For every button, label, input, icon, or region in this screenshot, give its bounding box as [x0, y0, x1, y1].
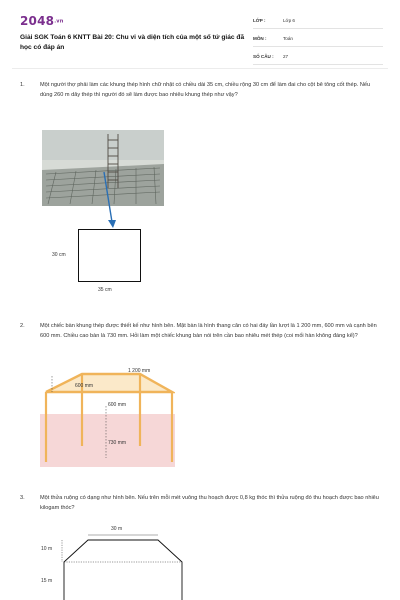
meta-key: SỐ CÂU :	[253, 54, 274, 59]
question-2	[20, 321, 380, 353]
logo-suffix: .vn	[54, 18, 64, 25]
height-label: 30 cm	[52, 252, 66, 258]
side-length-label: 600 mm	[108, 402, 127, 408]
pointer-arrow	[100, 170, 120, 230]
header-divider	[12, 68, 388, 69]
width-label: 35 cm	[98, 287, 112, 293]
top-length-label: 1 200 mm	[128, 368, 151, 374]
meta-row-subject	[253, 32, 383, 47]
question-number: 1.	[20, 82, 25, 88]
meta-value: 27	[283, 54, 289, 59]
meta-value: Lớp 6	[283, 18, 295, 23]
meta-row-grade	[253, 14, 383, 29]
table-height-label: 730 mm	[108, 440, 127, 446]
field-top-label: 30 m	[111, 526, 123, 532]
meta-panel	[253, 14, 383, 68]
meta-key: MÔN :	[253, 36, 267, 41]
meta-value: Toán	[283, 36, 293, 41]
field-shape-drawing	[54, 530, 184, 600]
field-lower-height-label: 15 m	[41, 578, 53, 584]
field-upper-height-label: 10 m	[41, 546, 53, 552]
question-3	[20, 493, 380, 515]
question-number: 2.	[20, 323, 25, 329]
site-logo[interactable]	[20, 14, 64, 28]
rice-field-figure	[54, 530, 184, 600]
logo-main: 2048	[20, 14, 55, 28]
question-text: Một người thợ phải làm các khung thép hình chữ nhật có chiều dài 35 cm, chiều rộng 30 cm để làm đai cho cột bê tông cốt thép. Nếu dùng 260 m dây thép thì người đó sẽ làm được bao nhiêu khung thép như vậy?	[40, 82, 371, 98]
question-text: Một chiếc bàn khung thép được thiết kế như hình bên. Mặt bàn là hình thang cân có hai đáy lần lượt là 1 200 mm, 600 mm và cạnh bên 600 mm. Chiều cao bàn là 730 mm. Hỏi làm một chiếc khung bàn nói trên cần bao nhiêu mét thép (coi mối hàn không đáng kể)?	[40, 323, 377, 339]
steel-table-figure	[40, 362, 175, 467]
document-title: Giải SGK Toán 6 KNTT Bài 20: Chu vi và diện tích của một số tứ giác đã học có đáp án	[20, 34, 245, 51]
short-base-label: 600 mm	[75, 383, 94, 389]
meta-row-count	[253, 50, 383, 65]
table-frame-drawing	[40, 362, 175, 467]
question-1	[20, 80, 380, 112]
question-text: Một thửa ruộng có dạng như hình bên. Nếu trên mỗi mét vuông thu hoạch được 0,8 kg thóc thì thửa ruộng đó thu hoạch được bao nhiêu kilogam thóc?	[40, 495, 379, 511]
meta-key: LỚP :	[253, 18, 266, 23]
rectangle-frame	[78, 229, 141, 282]
question-number: 3.	[20, 495, 25, 501]
